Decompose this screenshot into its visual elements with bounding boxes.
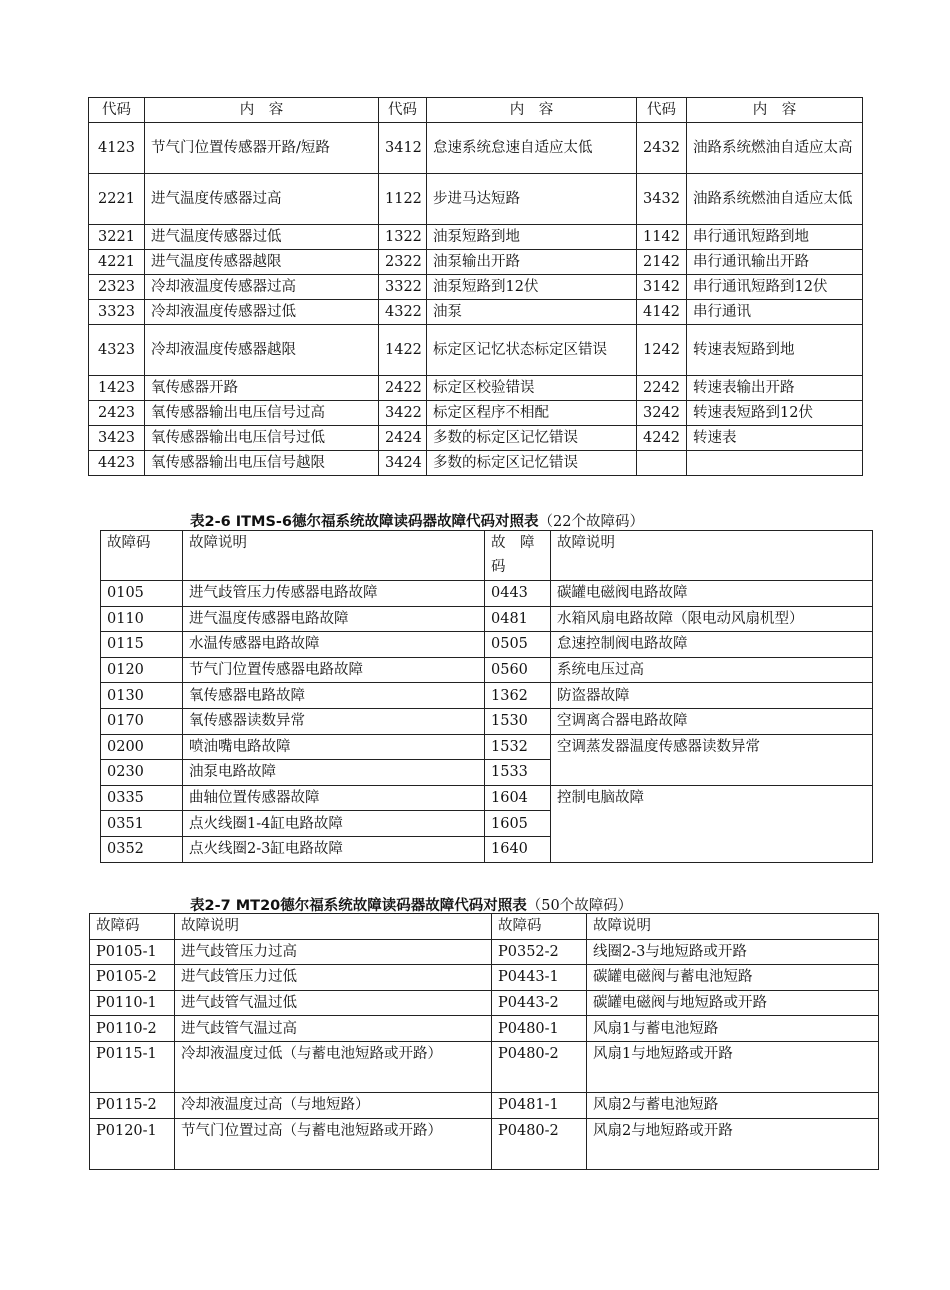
fault-code-cell: P0120-1 <box>90 1118 175 1169</box>
fault-code-cell: 2323 <box>89 275 145 300</box>
fault-code-cell: 2422 <box>379 376 427 401</box>
column-header: 内 容 <box>427 98 637 123</box>
description-cell: 油路系统燃油自适应太低 <box>687 174 863 225</box>
description-cell: 转速表短路到地 <box>687 325 863 376</box>
column-header: 故障说明 <box>587 914 879 940</box>
column-header: 代码 <box>379 98 427 123</box>
table-2-caption-count: （22个故障码） <box>538 514 644 530</box>
description-cell: 碳罐电磁阀与地短路或开路 <box>587 990 879 1016</box>
fault-code-cell: 3432 <box>637 174 687 225</box>
fault-code-cell: 3412 <box>379 123 427 174</box>
column-header: 内 容 <box>687 98 863 123</box>
description-cell: 步进马达短路 <box>427 174 637 225</box>
column-header: 故障说明 <box>551 531 873 581</box>
description-cell: 怠速控制阀电路故障 <box>551 632 873 658</box>
description-cell: 防盗器故障 <box>551 683 873 709</box>
table-row <box>89 225 863 250</box>
description-cell: 空调离合器电路故障 <box>551 708 873 734</box>
description-cell: 进气歧管气温过高 <box>175 1016 492 1042</box>
fault-code-cell: P0110-1 <box>90 990 175 1016</box>
column-header: 故障码 <box>90 914 175 940</box>
description-cell: 氧传感器输出电压信号越限 <box>145 451 379 476</box>
fault-code-cell: 0120 <box>101 657 183 683</box>
fault-code-cell: P0443-2 <box>492 990 587 1016</box>
fault-code-cell: 0481 <box>485 606 551 632</box>
description-cell: 线圈2-3与地短路或开路 <box>587 939 879 965</box>
fault-code-cell: 1422 <box>379 325 427 376</box>
description-cell: 进气歧管压力传感器电路故障 <box>183 581 485 607</box>
description-cell: 冷却液温度传感器越限 <box>145 325 379 376</box>
fault-code-cell: 2424 <box>379 426 427 451</box>
column-header: 故障说明 <box>175 914 492 940</box>
fault-code-cell: 1530 <box>485 708 551 734</box>
description-cell: 进气歧管压力过高 <box>175 939 492 965</box>
fault-code-cell: 0130 <box>101 683 183 709</box>
description-cell: 油泵短路到12伏 <box>427 275 637 300</box>
fault-code-cell: 0560 <box>485 657 551 683</box>
fault-code-cell: 0443 <box>485 581 551 607</box>
fault-code-cell: 2142 <box>637 250 687 275</box>
fault-code-cell: 3323 <box>89 300 145 325</box>
header-row <box>89 98 863 123</box>
description-cell: 氧传感器输出电压信号过高 <box>145 401 379 426</box>
fault-code-cell: 1362 <box>485 683 551 709</box>
description-cell: 点火线圈1-4缸电路故障 <box>183 811 485 837</box>
description-cell: 冷却液温度传感器过高 <box>145 275 379 300</box>
description-cell: 系统电压过高 <box>551 657 873 683</box>
description-cell: 氧传感器电路故障 <box>183 683 485 709</box>
fault-code-table-3 <box>89 913 879 1170</box>
fault-code-cell: 3142 <box>637 275 687 300</box>
header-row <box>101 531 873 581</box>
description-cell: 进气歧管压力过低 <box>175 965 492 991</box>
table-row <box>101 581 873 607</box>
description-cell: 油泵输出开路 <box>427 250 637 275</box>
description-cell: 油泵短路到地 <box>427 225 637 250</box>
fault-code-cell: P0115-2 <box>90 1092 175 1118</box>
fault-code-cell: 0230 <box>101 760 183 786</box>
description-cell: 标定区记忆状态标定区错误 <box>427 325 637 376</box>
fault-code-cell: P0480-2 <box>492 1118 587 1169</box>
fault-code-cell <box>637 451 687 476</box>
fault-code-cell: 0200 <box>101 734 183 760</box>
table-3-caption-title: 表2-7 MT20德尔福系统故障读码器故障代码对照表 <box>190 898 527 914</box>
description-cell: 串行通讯短路到12伏 <box>687 275 863 300</box>
description-cell: 转速表 <box>687 426 863 451</box>
fault-code-cell: P0105-1 <box>90 939 175 965</box>
fault-code-cell: 0105 <box>101 581 183 607</box>
fault-code-cell: P0115-1 <box>90 1041 175 1092</box>
description-cell: 风扇2与蓄电池短路 <box>587 1092 879 1118</box>
description-cell: 多数的标定区记忆错误 <box>427 426 637 451</box>
table-row <box>90 1041 879 1092</box>
fault-code-cell: 3422 <box>379 401 427 426</box>
fault-code-cell: P0110-2 <box>90 1016 175 1042</box>
fault-code-cell: 2242 <box>637 376 687 401</box>
description-cell: 节气门位置传感器电路故障 <box>183 657 485 683</box>
table-2-caption-title: 表2-6 ITMS-6德尔福系统故障读码器故障代码对照表 <box>190 514 539 530</box>
fault-code-cell: 3322 <box>379 275 427 300</box>
table-row <box>90 990 879 1016</box>
fault-code-cell: 4322 <box>379 300 427 325</box>
table-row <box>89 123 863 174</box>
description-cell: 进气歧管气温过低 <box>175 990 492 1016</box>
description-cell: 油泵 <box>427 300 637 325</box>
table-row <box>89 376 863 401</box>
description-cell: 进气温度传感器越限 <box>145 250 379 275</box>
description-cell: 进气温度传感器电路故障 <box>183 606 485 632</box>
description-cell: 标定区程序不相配 <box>427 401 637 426</box>
description-cell: 喷油嘴电路故障 <box>183 734 485 760</box>
fault-code-cell: 1122 <box>379 174 427 225</box>
description-cell: 点火线圈2-3缸电路故障 <box>183 836 485 862</box>
fault-code-cell: P0443-1 <box>492 965 587 991</box>
description-cell: 冷却液温度传感器过低 <box>145 300 379 325</box>
fault-code-cell: 2432 <box>637 123 687 174</box>
fault-code-cell: 2221 <box>89 174 145 225</box>
table-row <box>101 785 873 811</box>
table-row <box>101 632 873 658</box>
table-row <box>89 325 863 376</box>
fault-code-cell: 0335 <box>101 785 183 811</box>
description-cell: 冷却液温度过高（与地短路） <box>175 1092 492 1118</box>
description-cell: 冷却液温度过低（与蓄电池短路或开路） <box>175 1041 492 1092</box>
fault-code-cell: 1605 <box>485 811 551 837</box>
description-cell: 串行通讯输出开路 <box>687 250 863 275</box>
fault-code-cell: 1640 <box>485 836 551 862</box>
header-row <box>90 914 879 940</box>
description-cell: 碳罐电磁阀电路故障 <box>551 581 873 607</box>
description-cell: 曲轴位置传感器故障 <box>183 785 485 811</box>
description-cell: 转速表短路到12伏 <box>687 401 863 426</box>
column-header: 故障说明 <box>183 531 485 581</box>
fault-code-cell: 2423 <box>89 401 145 426</box>
description-cell: 氧传感器开路 <box>145 376 379 401</box>
description-cell: 多数的标定区记忆错误 <box>427 451 637 476</box>
column-header: 故 障码 <box>485 531 551 581</box>
table-row <box>89 426 863 451</box>
table-3-caption-count: （50个故障码） <box>526 898 633 914</box>
description-cell: 风扇1与地短路或开路 <box>587 1041 879 1092</box>
table-row <box>89 401 863 426</box>
fault-code-cell: 3221 <box>89 225 145 250</box>
table-row <box>101 657 873 683</box>
description-cell: 风扇2与地短路或开路 <box>587 1118 879 1169</box>
fault-code-cell: 1604 <box>485 785 551 811</box>
description-cell: 水箱风扇电路故障（限电动风扇机型） <box>551 606 873 632</box>
fault-code-cell: 0352 <box>101 836 183 862</box>
table-row <box>90 1016 879 1042</box>
description-cell: 串行通讯 <box>687 300 863 325</box>
fault-code-cell: 0170 <box>101 708 183 734</box>
fault-code-table-1 <box>88 97 863 476</box>
fault-code-cell: 1322 <box>379 225 427 250</box>
fault-code-cell: 4323 <box>89 325 145 376</box>
column-header: 内 容 <box>145 98 379 123</box>
column-header: 故障码 <box>101 531 183 581</box>
fault-code-cell: 1242 <box>637 325 687 376</box>
description-cell: 油泵电路故障 <box>183 760 485 786</box>
table-row <box>90 1092 879 1118</box>
fault-code-cell: 4242 <box>637 426 687 451</box>
fault-code-cell: 1423 <box>89 376 145 401</box>
column-header: 代码 <box>89 98 145 123</box>
fault-code-cell: 0115 <box>101 632 183 658</box>
fault-code-cell: 4123 <box>89 123 145 174</box>
fault-code-cell: 4142 <box>637 300 687 325</box>
description-cell: 标定区校验错误 <box>427 376 637 401</box>
table-2-caption <box>190 510 644 531</box>
description-cell: 油路系统燃油自适应太高 <box>687 123 863 174</box>
fault-code-cell: P0480-2 <box>492 1041 587 1092</box>
fault-code-cell: 3423 <box>89 426 145 451</box>
description-cell: 氧传感器读数异常 <box>183 708 485 734</box>
description-cell: 节气门位置传感器开路/短路 <box>145 123 379 174</box>
table-row <box>101 708 873 734</box>
fault-code-cell: 1533 <box>485 760 551 786</box>
fault-code-cell: 1532 <box>485 734 551 760</box>
table-row <box>90 939 879 965</box>
table-row <box>90 1118 879 1169</box>
description-cell: 怠速系统怠速自适应太低 <box>427 123 637 174</box>
fault-code-cell: P0352-2 <box>492 939 587 965</box>
description-cell: 空调蒸发器温度传感器读数异常 <box>551 734 873 785</box>
description-cell: 串行通讯短路到地 <box>687 225 863 250</box>
table-row <box>101 606 873 632</box>
fault-code-cell: 0505 <box>485 632 551 658</box>
description-cell: 进气温度传感器过高 <box>145 174 379 225</box>
fault-code-cell: 3242 <box>637 401 687 426</box>
column-header: 故障码 <box>492 914 587 940</box>
description-cell: 风扇1与蓄电池短路 <box>587 1016 879 1042</box>
fault-code-cell: 1142 <box>637 225 687 250</box>
table-3-caption <box>190 894 632 915</box>
description-cell: 控制电脑故障 <box>551 785 873 862</box>
fault-code-cell: 0351 <box>101 811 183 837</box>
fault-code-cell: P0105-2 <box>90 965 175 991</box>
fault-code-cell: P0480-1 <box>492 1016 587 1042</box>
table-row <box>101 683 873 709</box>
description-cell: 进气温度传感器过低 <box>145 225 379 250</box>
table-row <box>89 300 863 325</box>
table-row <box>89 275 863 300</box>
table-row <box>101 734 873 760</box>
fault-code-cell: 4221 <box>89 250 145 275</box>
column-header: 代码 <box>637 98 687 123</box>
fault-code-table-2 <box>100 530 873 863</box>
table-row <box>89 250 863 275</box>
fault-code-cell: 2322 <box>379 250 427 275</box>
description-cell: 转速表输出开路 <box>687 376 863 401</box>
table-row <box>89 174 863 225</box>
fault-code-cell: 4423 <box>89 451 145 476</box>
fault-code-cell: P0481-1 <box>492 1092 587 1118</box>
description-cell: 碳罐电磁阀与蓄电池短路 <box>587 965 879 991</box>
description-cell: 节气门位置过高（与蓄电池短路或开路） <box>175 1118 492 1169</box>
table-row <box>90 965 879 991</box>
description-cell: 水温传感器电路故障 <box>183 632 485 658</box>
description-cell <box>687 451 863 476</box>
fault-code-cell: 0110 <box>101 606 183 632</box>
description-cell: 氧传感器输出电压信号过低 <box>145 426 379 451</box>
table-row <box>89 451 863 476</box>
fault-code-cell: 3424 <box>379 451 427 476</box>
